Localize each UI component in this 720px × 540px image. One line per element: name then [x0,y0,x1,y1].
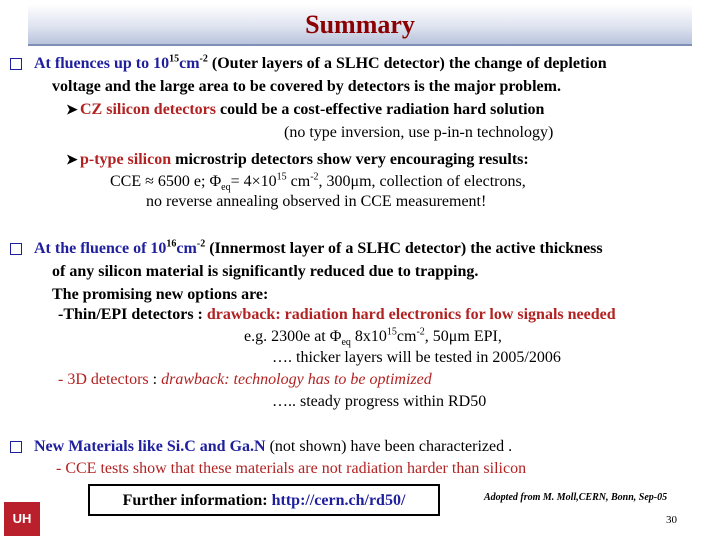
section1-sub2-colored: p-type silicon [80,151,172,168]
page-number: 30 [666,514,677,526]
d3-sep: : [148,371,162,388]
thin-eg-sub: eq [341,337,351,349]
section1-line1 [34,55,607,73]
section1-sub1-colored: CZ silicon detectors [80,101,216,118]
section2-line3: The promising new options are: [52,286,269,303]
section3-line1 [34,438,512,456]
section1-sub1-note: (no type inversion, use p-in-n technology) [284,124,554,141]
arrow-bullet-icon: ➤ [66,153,78,168]
cce-sup: 15 [276,171,287,183]
info-link[interactable]: http://cern.ch/rd50/ [271,492,406,509]
section2-line1-sup2: -2 [196,238,206,250]
cce-b: = 4×10 [230,173,277,190]
section3-line2: - CCE tests show that these materials are not radiation harder than silicon [56,460,527,477]
thin-eg-sup: 15 [386,326,397,338]
slide-title: Summary [305,10,415,39]
d3-label: - 3D detectors [58,371,149,388]
section1-line1-a: At fluences up to 10 [34,55,170,72]
credit-note: Adopted from M. Moll,CERN, Bonn, Sep-05 [484,492,668,503]
bullet-square-icon [10,243,22,255]
cce-a: CCE ≈ 6500 e; Φ [110,173,222,190]
section1-sub1-rest: could be a cost-effective radiation hard solution [215,101,545,118]
section2-3d [58,371,432,389]
info-text [90,492,438,510]
thin-eg-a: e.g. 2300e at Φ [244,328,342,345]
section2-line1-sup: 16 [166,238,177,250]
section1-cce-line2: no reverse annealing observed in CCE measurement! [146,193,487,210]
section1-line1-b: cm [179,55,200,72]
section1-line1-sup: 15 [169,53,180,65]
info-box [88,484,440,516]
cce-sup2: -2 [310,171,319,183]
thin-eg-sup2: -2 [416,326,425,338]
section3-gan: Ga.N [229,438,266,455]
thin-eg-d: , 50μm EPI, [424,328,502,345]
section1-line1-sup2: -2 [199,53,208,65]
university-logo [4,502,40,536]
bullet-square-icon [10,58,22,70]
cce-sub: eq [221,182,231,194]
cce-c: cm [286,173,311,190]
section3-rest: (not shown) have been characterized . [265,438,513,455]
section2-line1-b: cm [176,240,197,257]
section2-thin-more: …. thicker layers will be tested in 2005/2006 [272,349,561,366]
section2-thin-eg [244,326,502,349]
section3-sic: Si.C [166,438,196,455]
arrow-bullet-icon: ➤ [66,103,78,118]
section1-sub2-rest: microstrip detectors show very encouraging results: [171,151,529,168]
section1-cce-line [110,171,526,194]
thin-drawback: drawback: radiation hard electronics for low signals needed [206,306,616,323]
thin-label: -Thin/EPI detectors [58,306,194,323]
section3-a: New Materials like [34,438,167,455]
section2-line1-c: (Innermost layer of a SLHC detector) the active thickness [205,240,603,257]
section2-line2: of any silicon material is significantly reduced due to trapping. [52,263,479,280]
logo-text: UH [12,511,32,526]
section1-line2: voltage and the large area to be covered by detectors is the major problem. [52,78,561,95]
section1-line1-c: (Outer layers of a SLHC detector) the change of depletion [207,55,607,72]
cce-d: , 300μm, collection of electrons, [318,173,526,190]
thin-eg-c: cm [396,328,417,345]
info-label: Further information: [122,492,272,509]
thin-sep: : [193,306,207,323]
section2-thin [58,306,616,324]
section2-line1 [34,240,603,258]
title-bar [28,4,692,46]
thin-eg-b: 8x10 [350,328,387,345]
section1-sub1 [66,101,544,120]
section2-line1-a: At the fluence of 10 [34,240,167,257]
bullet-square-icon [10,441,22,453]
d3-drawback: drawback: technology has to be optimized [161,371,432,388]
section2-3d-more: ….. steady progress within RD50 [272,393,487,410]
section3-mid: and [195,438,230,455]
section1-sub2 [66,151,529,170]
